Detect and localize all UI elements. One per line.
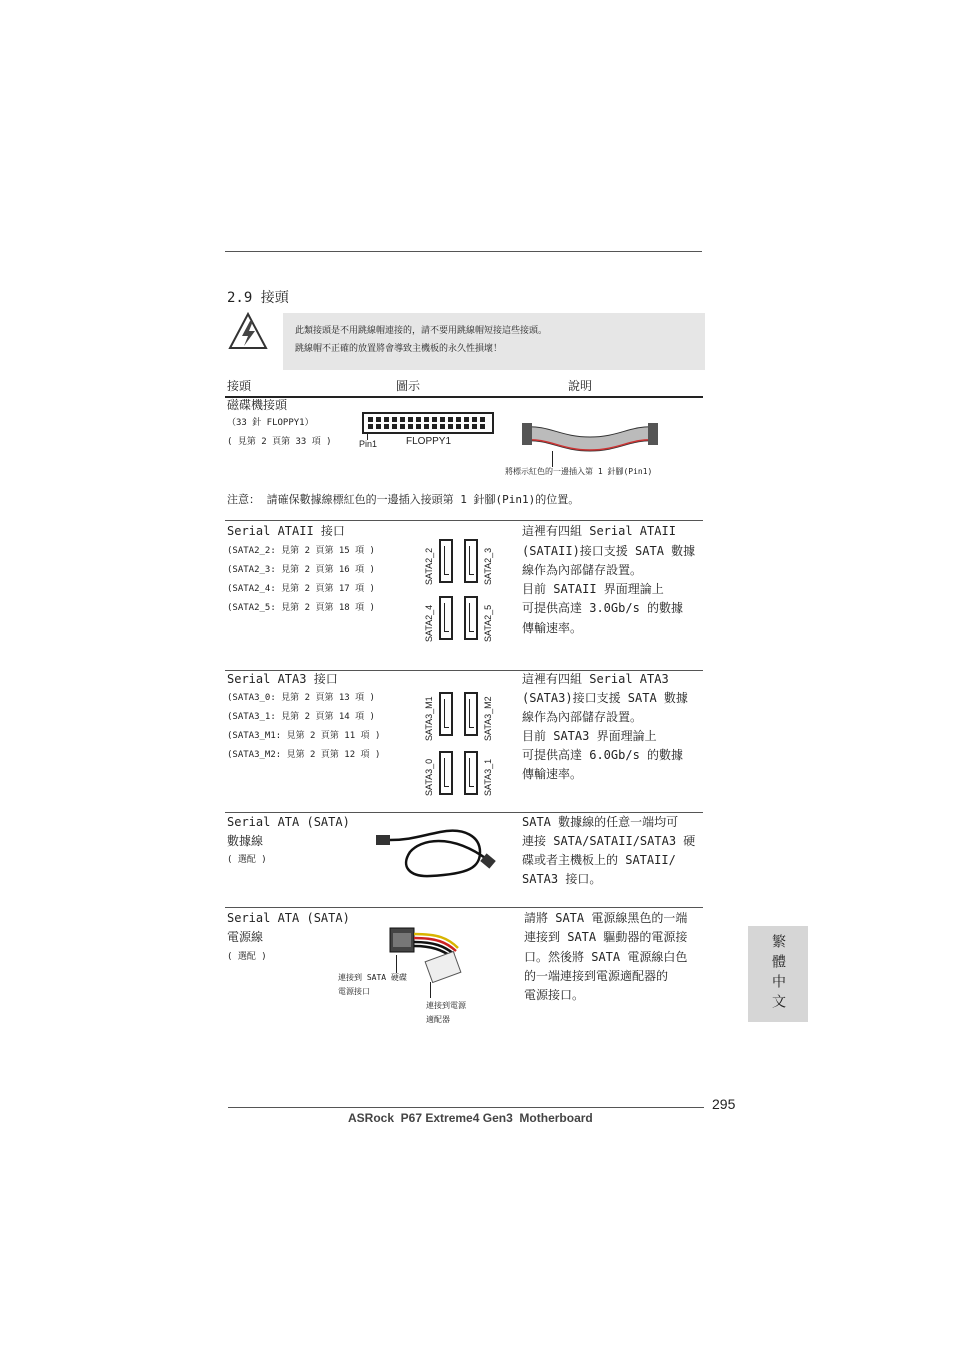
floppy-cable-image	[520, 415, 660, 461]
sata3-m1-label: SATA3_M1	[424, 696, 434, 741]
sata-power-title-2: 電源線	[227, 930, 264, 944]
red-edge-arrow	[552, 451, 553, 467]
sata2-4-label: SATA2_4	[424, 604, 434, 642]
sata3-desc-2: (SATA3)接口支援 SATA 數據	[522, 691, 688, 705]
note: 注意： 請確保數據線標紅色的一邊插入接頭第 1 針腳(Pin1)的位置。	[227, 493, 580, 506]
floppy-title: 磁碟機接頭	[227, 398, 288, 412]
sata3-1-label: SATA3_1	[483, 758, 493, 796]
sata3-item-3: (SATA3_M1: 見第 2 頁第 11 項 )	[227, 731, 381, 741]
floppy-ref: ( 見第 2 頁第 33 項 )	[227, 437, 332, 447]
sata3-1-port	[464, 751, 478, 795]
sata2-3-port	[464, 539, 478, 583]
language-tab[interactable]	[748, 926, 808, 1022]
sata-power-desc-2: 連接到 SATA 驅動器的電源接	[524, 930, 688, 944]
sata3-m2-port	[464, 692, 478, 736]
floppy-cable-caption: 將標示紅色的一邊插入第 1 針腳(Pin1)	[505, 467, 653, 476]
warning-line-1: 此類接頭是不用跳線帽連接的，請不要用跳線帽短接這些接頭。	[295, 326, 548, 336]
sata-cable-title: Serial ATA (SATA)	[227, 815, 350, 829]
sataii-desc-6: 傳輸速率。	[522, 621, 583, 635]
footer-title: ASRock P67 Extreme4 Gen3 Motherboard	[348, 1111, 593, 1125]
sata3-desc-1: 這裡有四組 Serial ATA3	[522, 672, 669, 686]
sata3-m1-port	[439, 692, 453, 736]
sata2-2-port	[439, 539, 453, 583]
sata3-desc-5: 可提供高達 6.0Gb/s 的數據	[522, 748, 684, 762]
sataii-desc-4: 目前 SATAII 界面理論上	[522, 582, 664, 596]
sata-power-label-b2: 適配器	[426, 1015, 450, 1024]
sata2-2-label: SATA2_2	[424, 547, 434, 585]
rule-sata-power	[225, 907, 703, 908]
sataii-item-2: (SATA2_3: 見第 2 頁第 16 項 )	[227, 565, 375, 575]
sata-power-desc-1: 請將 SATA 電源線黑色的一端	[524, 911, 688, 925]
sata3-desc-4: 目前 SATA3 界面理論上	[522, 729, 657, 743]
header-rule	[225, 396, 703, 398]
sataii-item-1: (SATA2_2: 見第 2 頁第 15 項 )	[227, 546, 375, 556]
sataii-title: Serial ATAII 接口	[227, 524, 345, 538]
sata3-item-4: (SATA3_M2: 見第 2 頁第 12 項 )	[227, 750, 381, 760]
sata-power-desc-3: 口。然後將 SATA 電源線白色	[524, 950, 688, 964]
sataii-desc-5: 可提供高達 3.0Gb/s 的數據	[522, 601, 684, 615]
sata-power-desc-4: 的一端連接到電源適配器的	[524, 969, 669, 983]
sataii-desc-3: 線作為內部儲存設置。	[522, 563, 643, 577]
sata-power-desc-5: 電源接口。	[524, 988, 585, 1002]
sata3-0-port	[439, 751, 453, 795]
sata-power-optional: ( 選配 )	[227, 952, 267, 962]
sata2-5-label: SATA2_5	[483, 604, 493, 642]
warning-icon	[228, 311, 268, 351]
section-title: 2.9 接頭	[227, 290, 289, 306]
sata-cable-desc-2: 連接 SATA/SATAII/SATA3 硬	[522, 834, 696, 848]
sata-cable-optional: ( 選配 )	[227, 855, 267, 865]
floppy1-label: FLOPPY1	[406, 436, 452, 447]
top-rule	[225, 251, 702, 252]
sata2-4-port	[439, 596, 453, 640]
sata3-item-2: (SATA3_1: 見第 2 頁第 14 項 )	[227, 712, 375, 722]
sata-power-arrow-a	[396, 955, 397, 973]
sata3-desc-3: 線作為內部儲存設置。	[522, 710, 643, 724]
warning-box	[283, 313, 705, 370]
language-tab-label: 繁體中文	[770, 934, 786, 1014]
sata3-item-1: (SATA3_0: 見第 2 頁第 13 項 )	[227, 693, 375, 703]
sata-power-title: Serial ATA (SATA)	[227, 911, 350, 925]
sata2-3-label: SATA2_3	[483, 547, 493, 585]
floppy-connector	[362, 412, 494, 434]
header-figure: 圖示	[396, 379, 421, 393]
sata-data-cable-image	[370, 822, 500, 882]
sata-power-arrow-b	[430, 982, 431, 998]
sata-power-label-b1: 連接到電源	[426, 1001, 466, 1010]
sata-power-label-a2: 電源接口	[338, 987, 370, 996]
floppy-pins: （33 針 FLOPPY1）	[227, 418, 314, 428]
sata3-desc-6: 傳輸速率。	[522, 767, 583, 781]
sata-cable-desc-4: SATA3 接口。	[522, 872, 602, 886]
sata2-5-port	[464, 596, 478, 640]
sataii-desc-2: (SATAII)接口支援 SATA 數據	[522, 544, 696, 558]
sata-cable-desc-3: 碟或者主機板上的 SATAII/	[522, 853, 676, 867]
sata-cable-title-2: 數據線	[227, 834, 264, 848]
pin1-label: Pin1	[359, 439, 378, 449]
header-connector: 接頭	[227, 379, 252, 393]
sata-power-label-a1: 連接到 SATA 硬碟	[338, 973, 407, 982]
rule-sataii	[225, 520, 703, 521]
sata3-title: Serial ATA3 接口	[227, 672, 338, 686]
footer-rule	[228, 1107, 704, 1108]
sataii-item-4: (SATA2_5: 見第 2 頁第 18 項 )	[227, 603, 375, 613]
sata3-0-label: SATA3_0	[424, 758, 434, 796]
sataii-desc-1: 這裡有四組 Serial ATAII	[522, 524, 676, 538]
sata-cable-desc-1: SATA 數據線的任意一端均可	[522, 815, 679, 829]
warning-line-2: 跳線帽不正確的放置將會導致主機板的永久性損壞！	[295, 344, 503, 354]
sata3-m2-label: SATA3_M2	[483, 696, 493, 741]
page-number: 295	[712, 1096, 736, 1112]
sataii-item-3: (SATA2_4: 見第 2 頁第 17 項 )	[227, 584, 375, 594]
header-description: 說明	[568, 379, 593, 393]
